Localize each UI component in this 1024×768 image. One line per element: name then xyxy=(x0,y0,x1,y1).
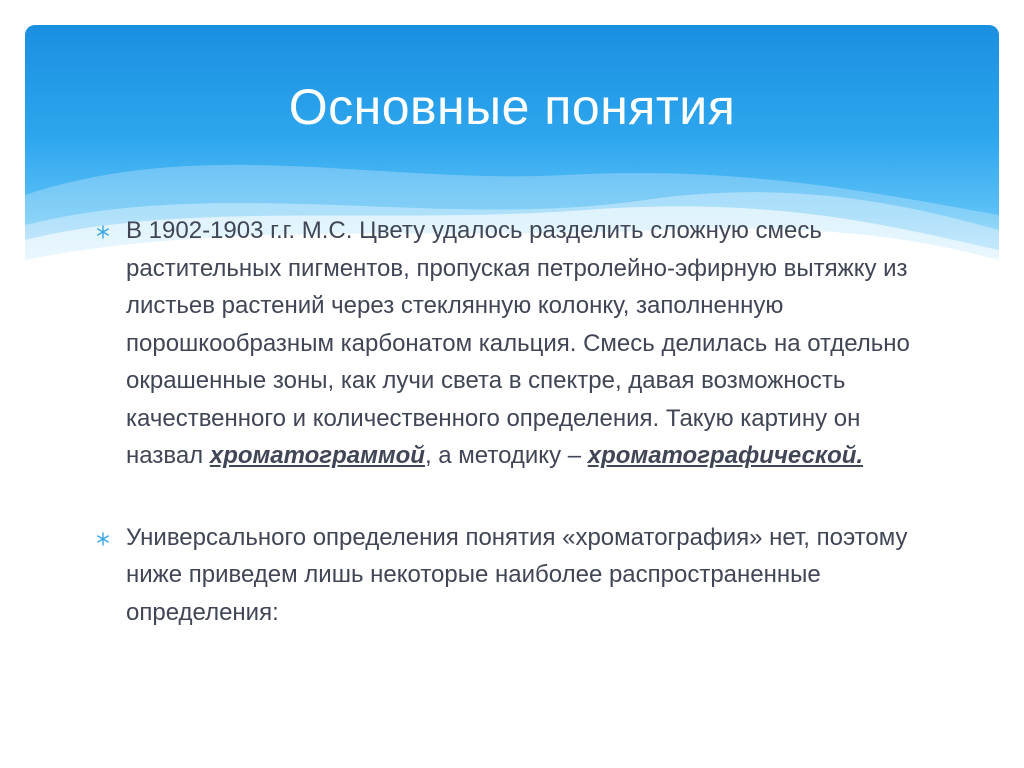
slide-title: Основные понятия xyxy=(288,79,736,135)
asterisk-icon xyxy=(96,532,110,546)
bullet-list xyxy=(96,212,926,631)
asterisk-icon xyxy=(96,225,110,239)
term-chromatographic: хроматографической. xyxy=(587,442,864,469)
bullet-item xyxy=(96,519,926,632)
term-chromatogram: хроматограммой xyxy=(209,442,425,469)
bullet-text: , а методику – xyxy=(424,442,588,469)
bullet-text: В 1902-1903 г.г. М.С. Цвету удалось разделить сложную смесь растительных пигментов, пропуская петролейно-эфирную вытяжку из листьев растений через стеклянную колонку, заполненную порошкообразным карбонатом кальция. Смесь делилась на отдельно окрашенные зоны, как лучи света в спектре, давая возможность качественного и количественного определения. Такую картину он назвал xyxy=(126,217,910,469)
bullet-text: Универсального определения понятия «хроматография» нет, поэтому ниже приведем лишь некоторые наиболее распространенные определения: xyxy=(126,523,908,626)
bullet-item xyxy=(96,212,926,475)
